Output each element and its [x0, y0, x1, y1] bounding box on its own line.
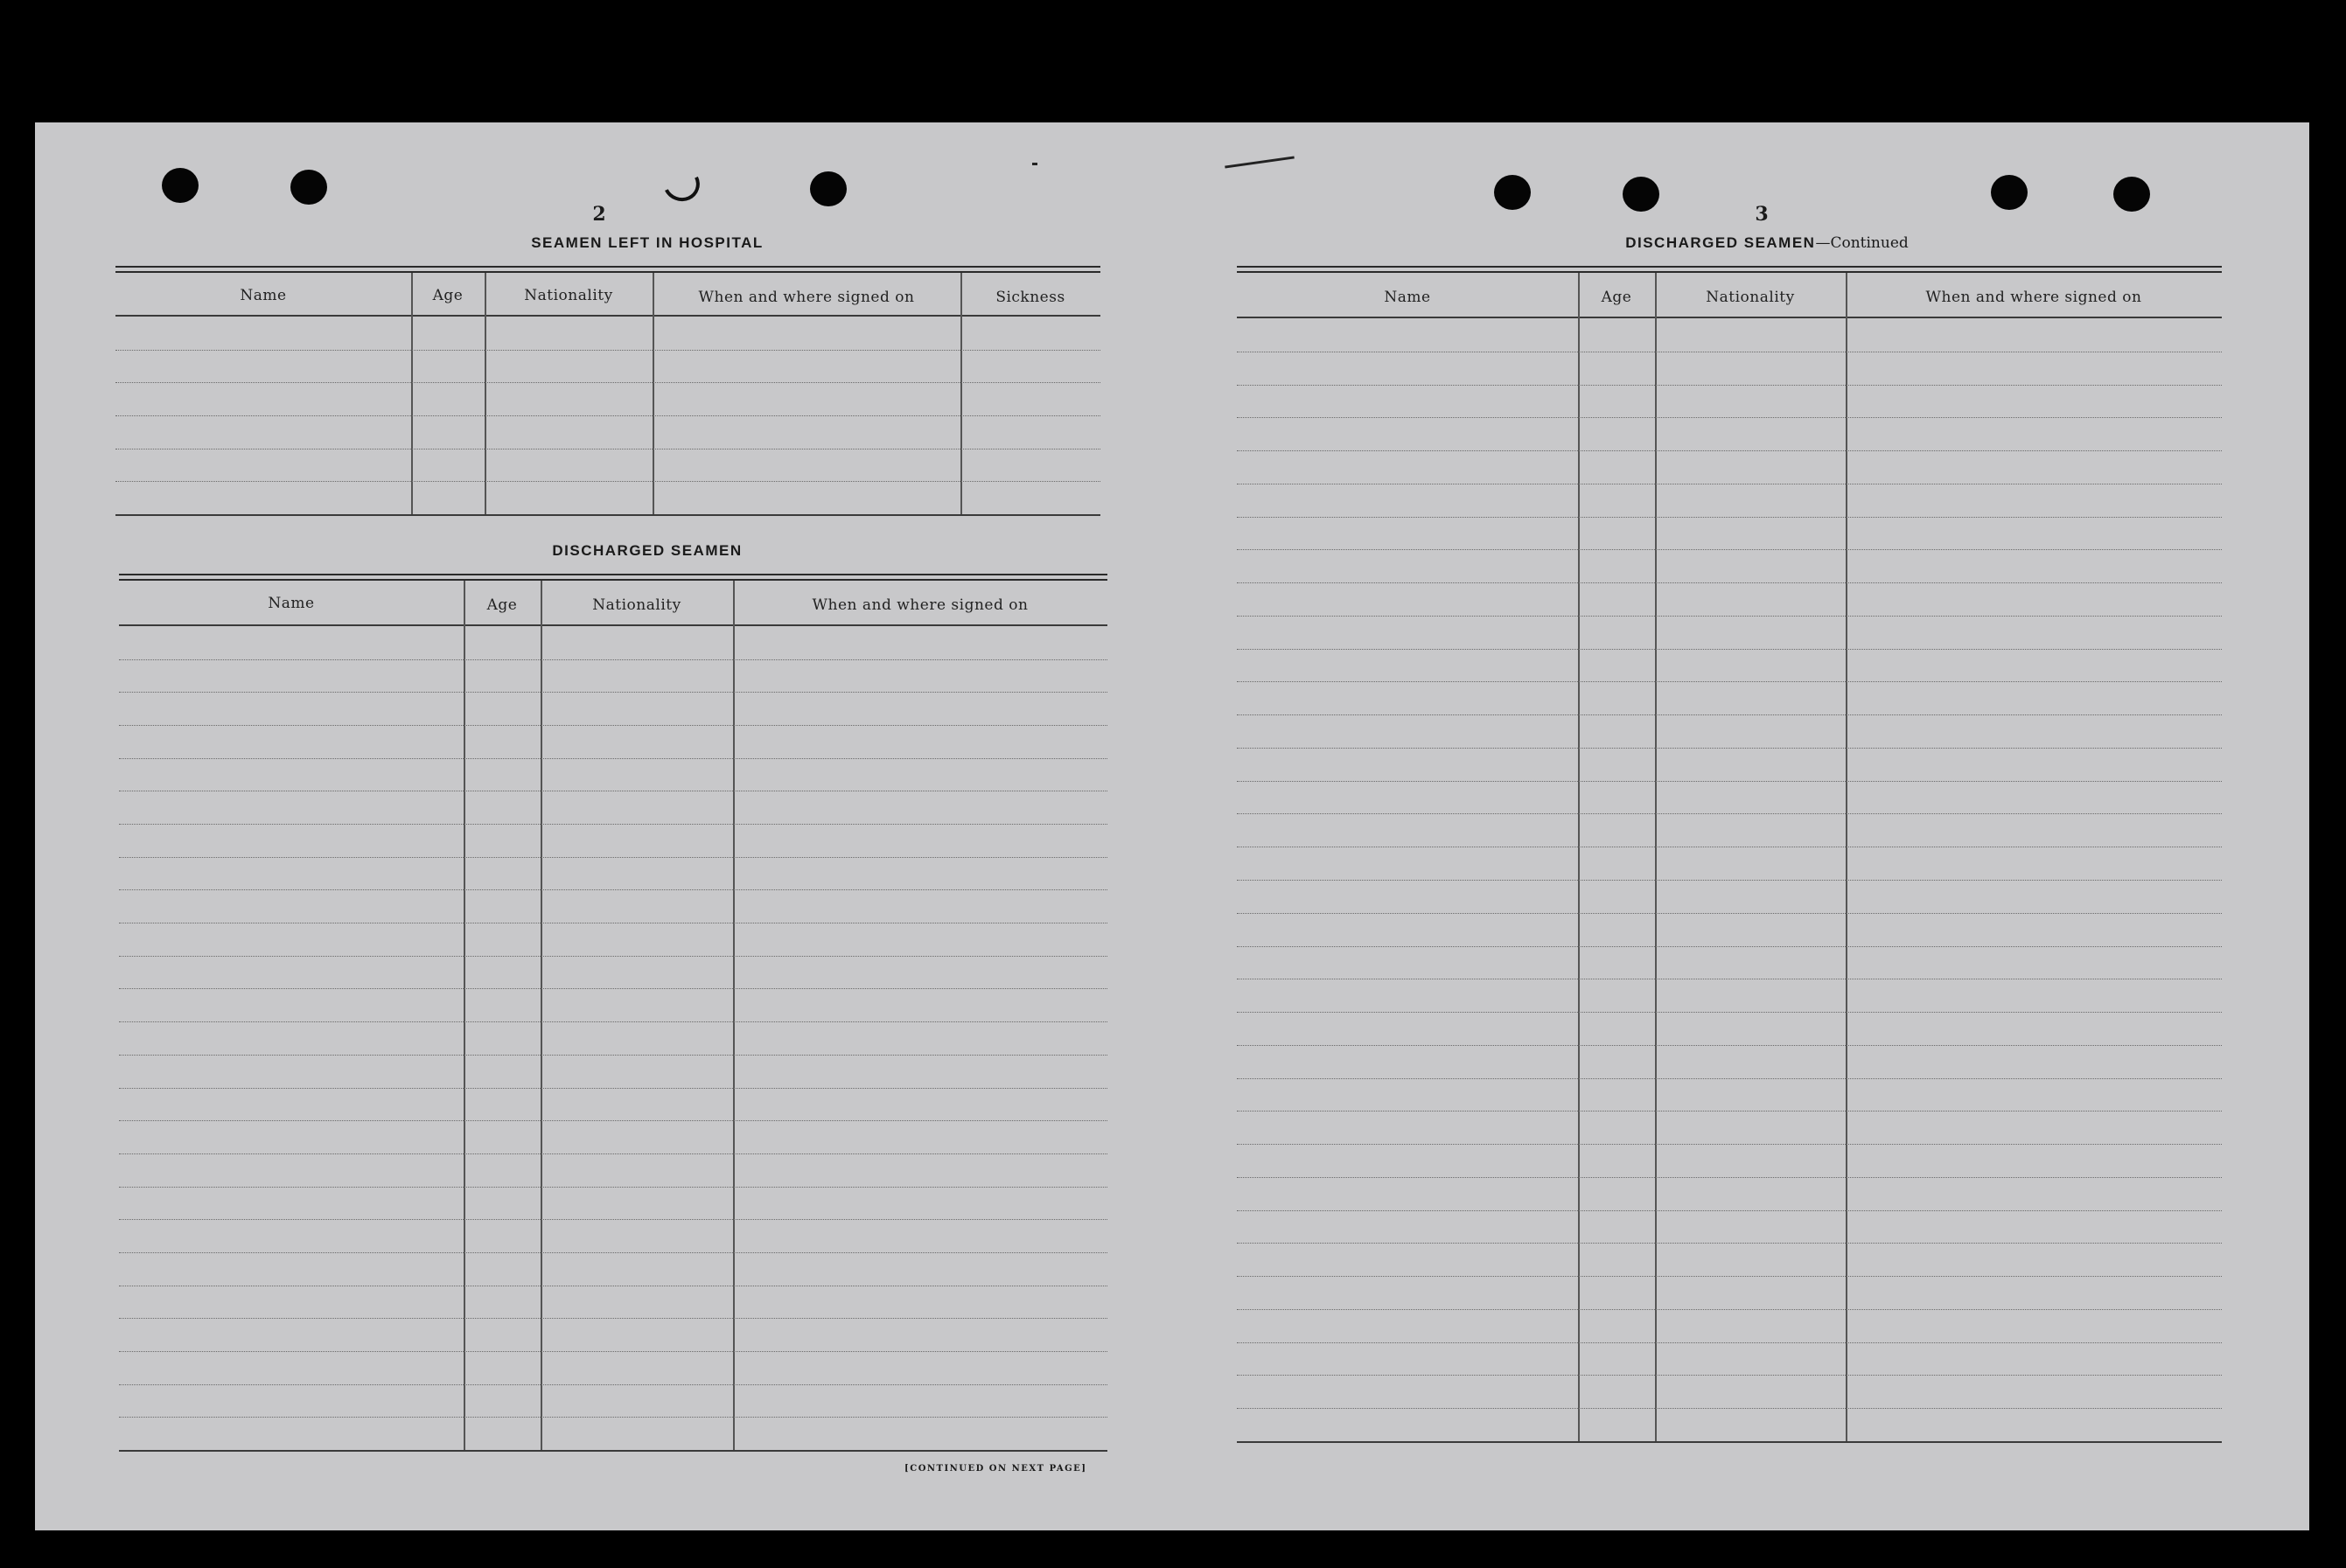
table-row-line	[119, 725, 1107, 726]
table-row-line	[1237, 748, 2222, 749]
column-header-age: Age	[486, 596, 518, 614]
column-header-name: Name	[240, 287, 287, 304]
table-row-line	[1237, 517, 2222, 518]
table-row-line	[119, 758, 1107, 759]
table-row-line	[119, 1417, 1107, 1418]
continued-note: [CONTINUED ON NEXT PAGE]	[904, 1464, 1087, 1474]
document-sheet	[35, 122, 2309, 1530]
table-bottom-rule	[1237, 1441, 2222, 1443]
hospital-table	[115, 266, 1100, 516]
table-row-line	[119, 692, 1107, 693]
table-row-line	[1237, 1078, 2222, 1079]
column-header-sickness: Sickness	[995, 289, 1065, 306]
table-row-line	[119, 1384, 1107, 1385]
table-row-line	[1237, 880, 2222, 881]
table-bottom-rule	[115, 514, 1100, 516]
table-row-line	[1237, 1243, 2222, 1244]
table-row-line	[1237, 1210, 2222, 1211]
table-row-line	[115, 382, 1100, 383]
table-row-line	[115, 481, 1100, 482]
table-row-line	[119, 1055, 1107, 1056]
column-header-age: Age	[432, 287, 464, 304]
discharged-table	[119, 574, 1107, 1459]
table-row-line	[119, 956, 1107, 957]
header-underline	[1237, 317, 2222, 318]
table-row-line	[1237, 1408, 2222, 1409]
table-row-line	[1237, 549, 2222, 550]
table-row-line	[1237, 450, 2222, 451]
section-title-discharged: DISCHARGED SEAMEN	[552, 542, 743, 559]
table-row-line	[119, 1252, 1107, 1253]
table-row-line	[119, 824, 1107, 825]
table-row-line	[1237, 1144, 2222, 1145]
table-row-line	[1237, 417, 2222, 418]
page-number: 3	[1755, 203, 1769, 226]
table-row-line	[1237, 714, 2222, 715]
table-row-line	[1237, 616, 2222, 617]
column-header-signed-on: When and where signed on	[698, 289, 915, 306]
table-row-line	[119, 659, 1107, 660]
table-row-line	[115, 415, 1100, 416]
table-row-line	[1237, 385, 2222, 386]
column-header-nationality: Nationality	[524, 287, 613, 304]
table-bottom-rule	[119, 1450, 1107, 1452]
table-row-line	[119, 1088, 1107, 1089]
table-row-line	[1237, 913, 2222, 914]
column-header-name: Name	[1384, 289, 1431, 306]
table-row-line	[119, 1120, 1107, 1121]
table-row-line	[1237, 1177, 2222, 1178]
table-row-line	[119, 1351, 1107, 1352]
table-row-line	[1237, 1309, 2222, 1310]
table-row-line	[1237, 1342, 2222, 1343]
column-header-nationality: Nationality	[1706, 289, 1795, 306]
table-row-line	[1237, 946, 2222, 947]
discharged-continued-table	[1237, 266, 2222, 1443]
column-header-nationality: Nationality	[592, 596, 681, 614]
section-title-text: DISCHARGED SEAMEN	[1625, 234, 1816, 251]
right-page	[1172, 122, 2309, 1530]
table-row-line	[119, 1219, 1107, 1220]
table-row-line	[119, 889, 1107, 890]
table-row-line	[1237, 582, 2222, 583]
table-row-line	[1237, 1111, 2222, 1112]
table-row-line	[119, 857, 1107, 858]
column-header-name: Name	[268, 595, 315, 612]
column-header-signed-on: When and where signed on	[812, 596, 1029, 614]
table-row-line	[1237, 649, 2222, 650]
table-row-line	[119, 1187, 1107, 1188]
table-row-line	[1237, 1276, 2222, 1277]
table-row-line	[1237, 681, 2222, 682]
table-row-line	[119, 988, 1107, 989]
header-underline	[119, 624, 1107, 626]
table-row-line	[1237, 781, 2222, 782]
table-row-line	[1237, 1375, 2222, 1376]
section-title-discharged-continued	[1417, 234, 2117, 252]
table-row-line	[119, 1318, 1107, 1319]
section-title-suffix: —Continued	[1815, 234, 1909, 252]
header-underline	[115, 315, 1100, 317]
column-header-age: Age	[1601, 289, 1632, 306]
left-page	[35, 122, 1172, 1530]
table-row-line	[1237, 1045, 2222, 1046]
table-row-line	[119, 1021, 1107, 1022]
table-row-line	[115, 350, 1100, 351]
page-number: 2	[592, 203, 606, 226]
table-row-line	[1237, 1012, 2222, 1013]
table-row-line	[119, 1153, 1107, 1154]
table-row-line	[1237, 813, 2222, 814]
section-title-hospital: SEAMEN LEFT IN HOSPITAL	[531, 234, 764, 251]
column-header-signed-on: When and where signed on	[1925, 289, 2142, 306]
